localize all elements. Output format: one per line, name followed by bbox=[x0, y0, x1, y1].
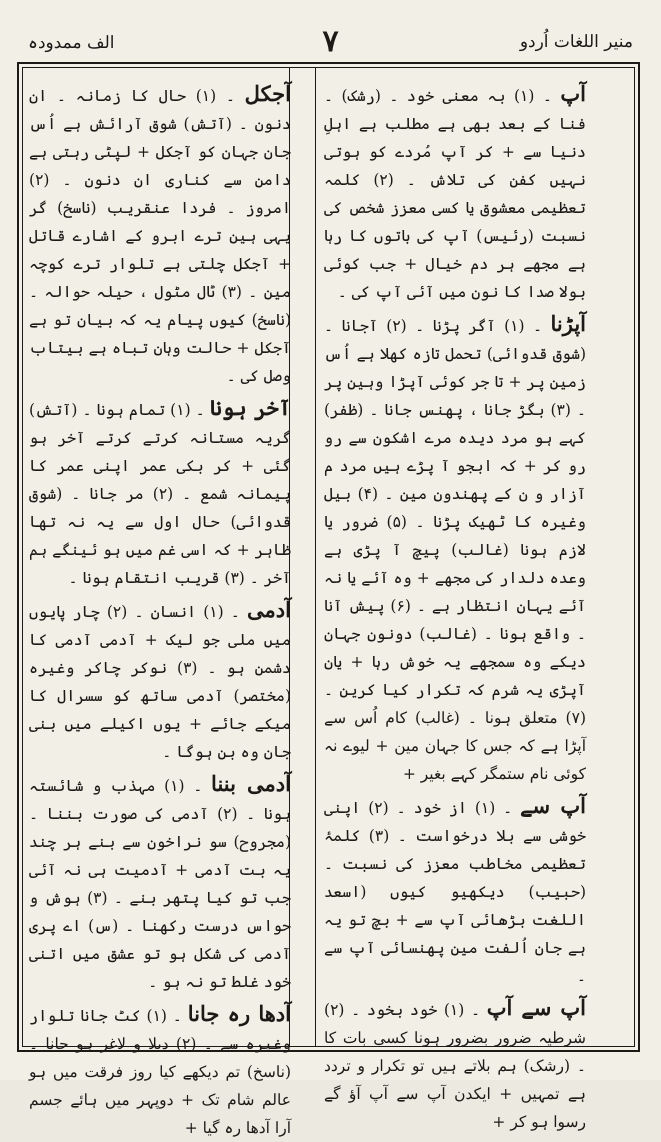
dictionary-entry bbox=[324, 310, 586, 788]
headword: آدمی بننا bbox=[211, 771, 291, 796]
definition: ۔ (۱) انسان ۔ (۲) چار پایوں میں ملی جو لیک + آدمی آدمی کا دشمن ہو ۔ (۳) نوکر چاکر وغیرہ (مختصر) آدمی ساتھ کو سسرال کا میکے جائے + یوں اکیلے میں بنی جان وہ بن ہوگا ۔ bbox=[29, 603, 291, 761]
dictionary-entry bbox=[29, 596, 291, 766]
headword: آخر ہونا bbox=[209, 395, 291, 420]
definition: ۔ (۱) خود بخود ۔ (۲) شرطیہ ضرور بضرور ہونا کسی بات کا ۔ (رشک) ہم بلاتے ہیں تو تکرار و تردد ہے تمہیں + ایکدن آپ سے آپ آؤ گے رسوا ہو کر + bbox=[324, 1001, 586, 1131]
dictionary-entry bbox=[29, 80, 291, 390]
headword: آپڑنا bbox=[550, 311, 586, 336]
headword: آپ سے bbox=[520, 793, 586, 818]
headword: آدھا رہ جانا bbox=[187, 1001, 291, 1026]
definition: ۔ (۱) آگر پڑنا ۔ (۲) آجانا ۔ (شوق قدوائی) تحمل تازہ کھلا ہے اُس زمین پر + تا جر کوئی آپڑا وہین پر ۔ (۳) بگڑ جانا ، پھنس جانا ۔ (ظفر) کہے ہو مرد دیدہ مرے اشکون سے رو رو کر + کہ ابجو آ پڑے ہیں مرد م آزار و ن کے پھندون مین ۔ (۴) بیل وغیرہ کا ٹھیک پڑنا ۔ (۵) ضرور یا لازم ہونا (غالب) پیچ آ پڑی ہے وعدہ دلدار کی مجھے + وہ آئے یا نہ آئے یہان انتظار ہے ۔ (۶) پیش آنا ۔ واقع ہونا ۔ (غالب) دونون جہان دیکے وہ سمجھے یہ خوش رہا + یان آپڑی یہ شرم کہ تکرار کیا کرین ۔ (۷) متعلق ہونا ۔ (غالب) کام اُس سے آپڑا ہے کہ جس کا جہان مین + لیوے نہ کوئی نام ستمگر کہے بغیر + bbox=[324, 317, 587, 783]
section-title: الف ممدودہ bbox=[28, 33, 115, 53]
headword: آپ سے آپ bbox=[486, 995, 586, 1020]
dictionary-entry bbox=[29, 770, 291, 996]
running-head bbox=[22, 24, 639, 60]
page-number: ۷ bbox=[322, 24, 339, 59]
definition: ۔ (۱) حال کا زمانہ ۔ ان دنون ۔ (آتش) شوق آرائش ہے اُس جان جہان کو آجکل + لپٹی رہتی ہے دامن سے کناری ان دنون ۔ (۲) امروز ۔ فردا عنقریب (ناسخ) گر یہی ہین ترے ابرو کے اشارے قاتل + آجکل چلتی ہے تلوار ترے کوچہ مین ۔ (۳) ٹال مٹول ، حیلہ حوالہ ۔ (ناسخ) کیوں پیام یہ کہ بیان تو ہے آجکل + حالت وہان تباہ ہے بیتاب وصل کی ۔ bbox=[29, 87, 291, 385]
dictionary-entry bbox=[324, 792, 586, 990]
right-column bbox=[324, 80, 587, 1131]
headword: آدمی bbox=[247, 597, 291, 622]
column-divider-right bbox=[315, 67, 316, 1047]
dictionary-entry bbox=[29, 394, 291, 592]
definition: ۔ (۱) مہذب و شائستہ ہونا ۔ (۲) آدمی کی صورت بننا ۔ (مجروح) سو نراخون سے بنے ہر چند یہ بت آدمی + آدمیت ہی نہ آئی جب تو کیا پتھر بنے ۔ (۳) ہوش و حواس درست رکھنا ۔ (س) اے پری آدمی کی شکل ہو تو عشق میں اتنی خود غلط تو نہ ہو ۔ bbox=[29, 777, 291, 991]
definition: ۔ (۱) از خود ۔ (۲) اپنی خوشی سے بلا درخواست ۔ (۳) کلمۂ تعظیمی مخاطب معزز کی نسبت ۔ (حبیب) دیکھیو کیوں (اسعد اللغت بڑھائی آپ سے + بچ تو یہ ہے جان اُلفت مین پھنسائی آپ سے ۔ bbox=[324, 799, 586, 985]
dictionary-entry bbox=[29, 1000, 291, 1142]
dictionary-entry bbox=[324, 80, 586, 306]
definition: ۔ (۱) تمام ہونا ۔ (آتش) گریہ مستانہ کرتے کرتے آخر ہو گئی + کر بکی عمر اپنی عمر کا پیمانہ شمع ۔ (۲) مر جانا ۔ (شوق قدوائی) حال اول سے یہ نہ تھا ظاہر + کہ اسی غم میں ہو ئینگے ہم آخر ۔ (۳) قریب انتقام ہونا ۔ bbox=[29, 401, 291, 587]
definition: ۔ (۱) بہ معنی خود ۔ (رشک) ۔ فنا کے بعد بھی ہے مطلب ہے اہلِ دنیا سے + کر آپ مُردے کو ہوتی نہیں کفن کی تلاش ۔ (۲) کلمہ تعظیمی معشوق یا کسی معزز شخص کی نسبت (رئیس) آپ کی باتوں کا رہا ہے مجھے ہر دم خیال + جب کوئی بولا صدا کا نون میں آئی آپ کی ۔ bbox=[324, 87, 586, 301]
left-column bbox=[29, 80, 291, 1137]
headword: آجکل bbox=[244, 81, 291, 106]
headword: آپ bbox=[560, 81, 586, 106]
book-title: منیر اللغات اُردو bbox=[519, 32, 633, 52]
dictionary-entry bbox=[324, 994, 586, 1136]
definition: ۔ (۱) کٹ جانا تلوار وغیرہ سے ۔ (۲) دبلا و لاغر ہو جانا ۔ (ناسخ) تم دیکھے کیا روز فرقت میں ہو عالم شام تک + دوپہر میں ہائے جسم آرا آدھا رہ گیا + bbox=[29, 1007, 291, 1137]
